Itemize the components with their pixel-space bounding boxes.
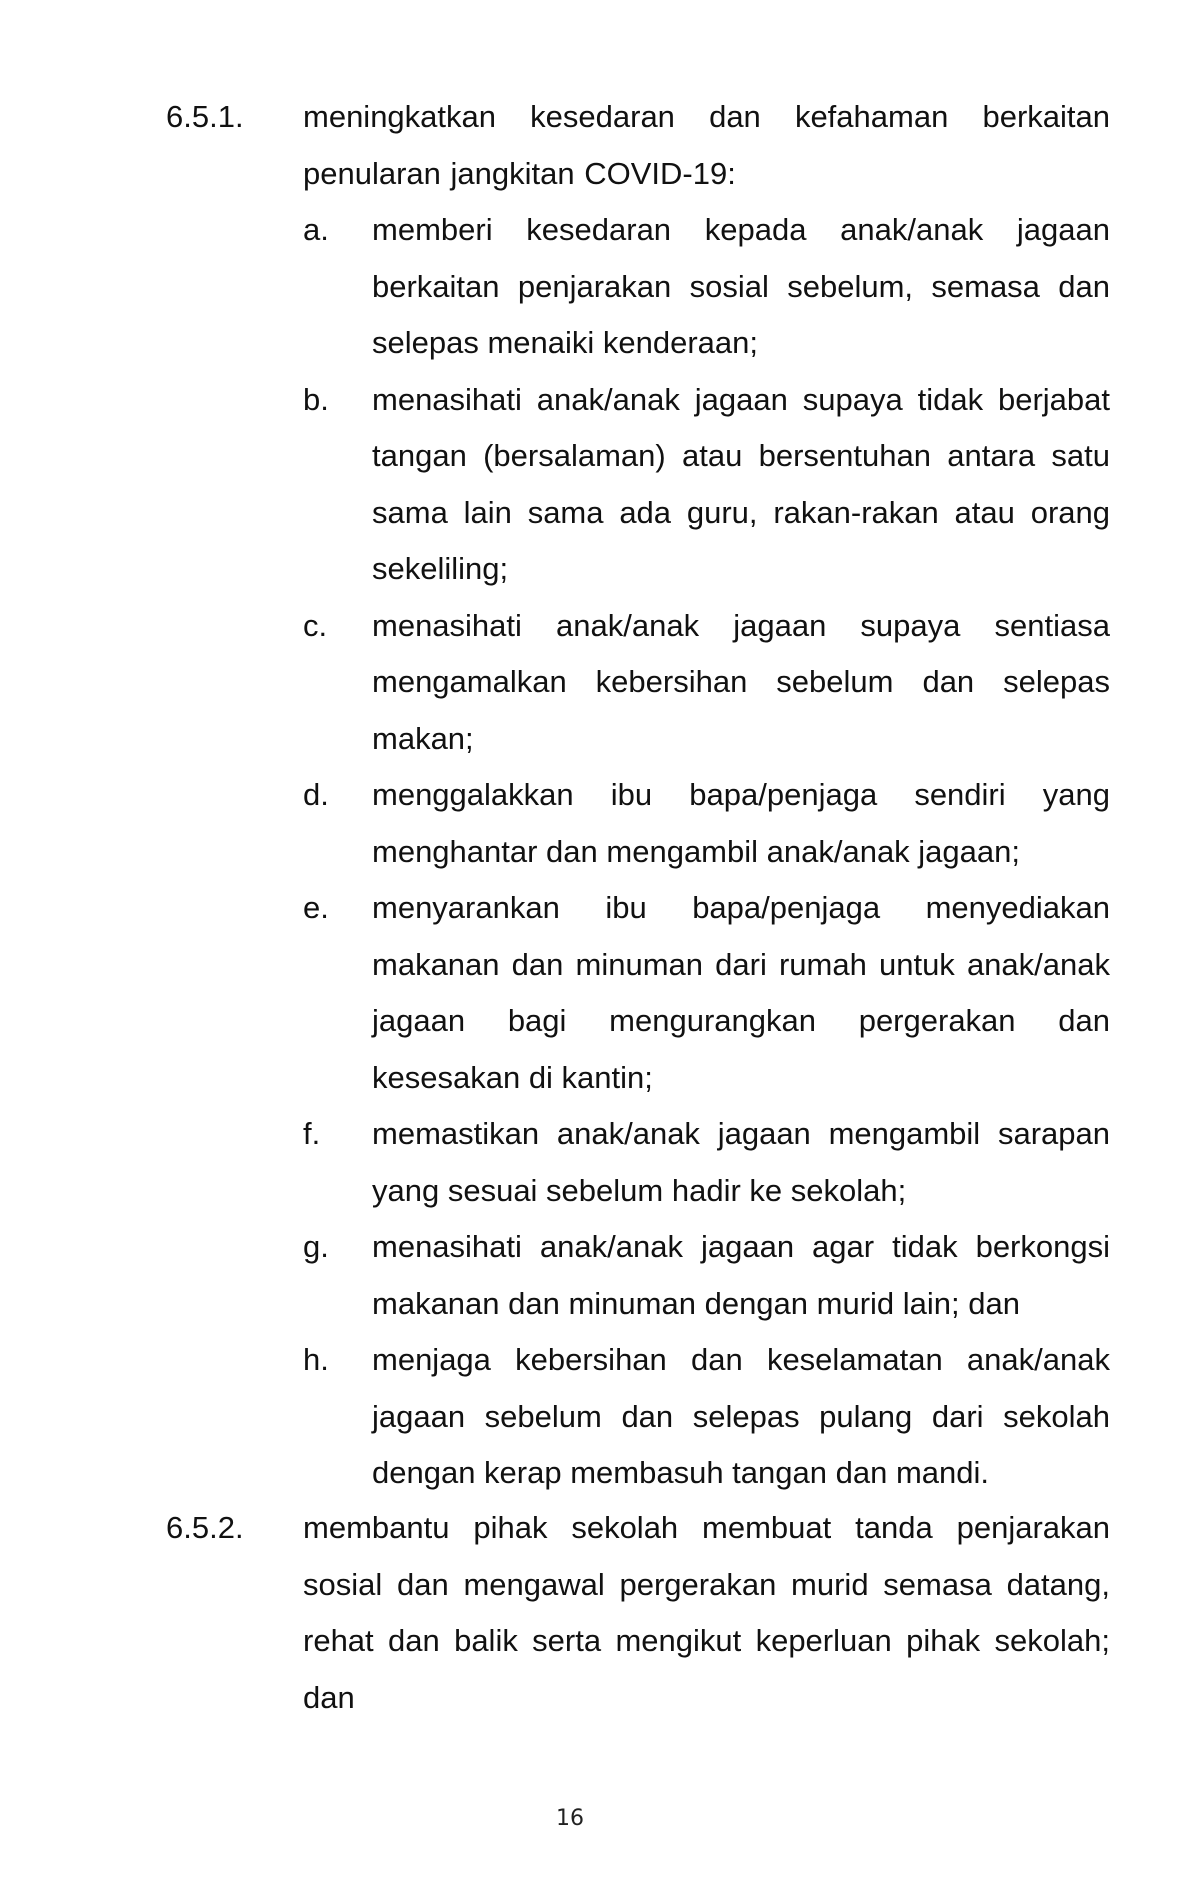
item-letter: d. (303, 777, 329, 812)
list-item-g (303, 1219, 1110, 1332)
item-letter: g. (303, 1229, 329, 1264)
section-6-5-2 (166, 1500, 1110, 1726)
list-item-h (303, 1332, 1110, 1502)
sub-item-list (303, 202, 1110, 1502)
item-letter: e. (303, 890, 329, 925)
list-item-c (303, 598, 1110, 768)
item-text: menasihati anak/anak jagaan supaya tidak berjabat tangan (bersalaman) atau bersentuhan antara satu sama lain sama ada guru, rakan-rakan atau orang sekeliling; (372, 381, 1110, 586)
item-letter: a. (303, 212, 329, 247)
item-text: menyarankan ibu bapa/penjaga menyediakan makanan dan minuman dari rumah untuk anak/anak jagaan bagi mengurangkan pergerakan dan kesesakan di kantin; (372, 890, 1110, 1095)
page-number: 16 (556, 1806, 584, 1831)
list-item-f (303, 1106, 1110, 1219)
list-item-d (303, 767, 1110, 880)
section-text: membantu pihak sekolah membuat tanda penjarakan sosial dan mengawal pergerakan murid semasa datang, rehat dan balik serta mengikut keperluan pihak sekolah; dan (303, 1510, 1110, 1715)
list-item-b (303, 372, 1110, 598)
item-text: menggalakkan ibu bapa/penjaga sendiri yang menghantar dan mengambil anak/anak jagaan; (372, 777, 1110, 869)
list-item-e (303, 880, 1110, 1106)
item-text: memastikan anak/anak jagaan mengambil sarapan yang sesuai sebelum hadir ke sekolah; (372, 1116, 1110, 1208)
section-number: 6.5.2. (166, 1510, 244, 1545)
item-text: menasihati anak/anak jagaan supaya sentiasa mengamalkan kebersihan sebelum dan selepas makan; (372, 607, 1110, 756)
list-item-a (303, 202, 1110, 372)
item-letter: c. (303, 607, 328, 643)
item-text: menasihati anak/anak jagaan agar tidak berkongsi makanan dan minuman dengan murid lain; dan (372, 1229, 1110, 1321)
item-letter: h. (303, 1342, 329, 1377)
item-letter: f. (303, 1116, 321, 1151)
item-text: menjaga kebersihan dan keselamatan anak/anak jagaan sebelum dan selepas pulang dari sekolah dengan kerap membasuh tangan dan mandi. (372, 1342, 1110, 1490)
section-number: 6.5.1. (166, 99, 244, 134)
section-text: meningkatkan kesedaran dan kefahaman berkaitan penularan jangkitan COVID-19: (303, 99, 1110, 191)
section-6-5-1 (166, 89, 1110, 1502)
item-letter: b. (303, 381, 329, 417)
item-text: memberi kesedaran kepada anak/anak jagaan berkaitan penjarakan sosial sebelum, semasa dan selepas menaiki kenderaan; (372, 212, 1110, 360)
